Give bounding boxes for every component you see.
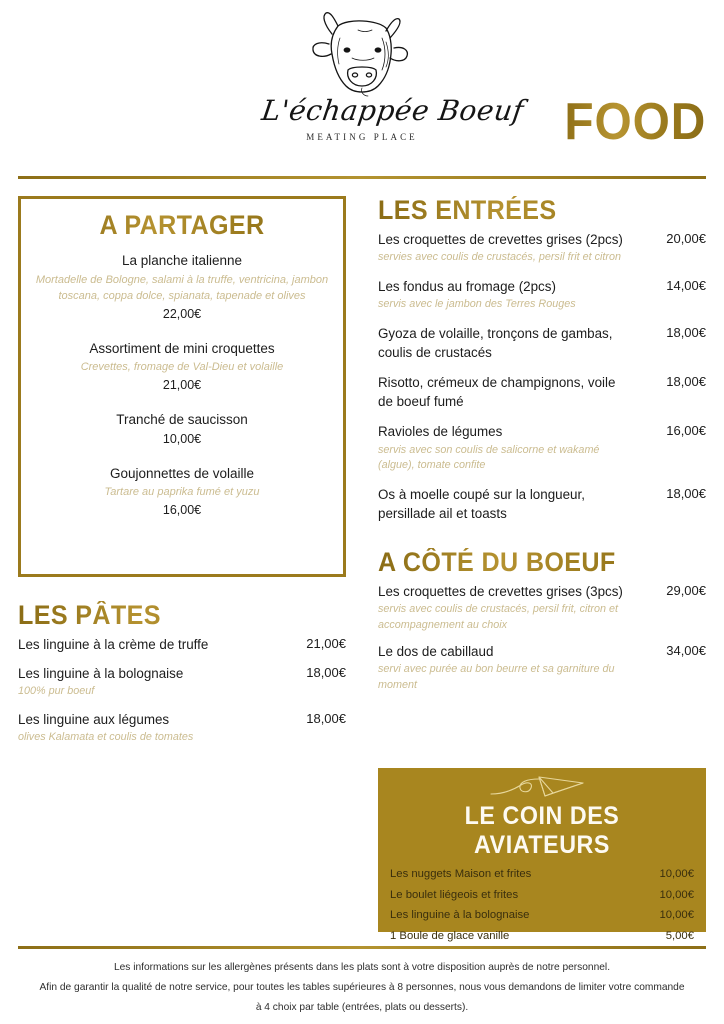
item-description: servi avec purée au bon beurre et sa garniture du moment bbox=[378, 662, 615, 691]
cow-head-icon bbox=[302, 8, 422, 100]
item-name: Le dos de cabillaud bbox=[378, 643, 494, 659]
item-name: Risotto, crémeux de champignons, voile de boeuf fumé bbox=[378, 375, 616, 410]
item-description: servies avec coulis de crustacés, persil frit et citron bbox=[378, 251, 622, 264]
item-name: Os à moelle coupé sur la longueur, persillade ail et toasts bbox=[378, 487, 585, 522]
item-name: Les linguine à la crème de truffe bbox=[18, 637, 209, 653]
header-divider bbox=[18, 176, 706, 179]
item-name: Les linguine à la bolognaise bbox=[390, 909, 530, 921]
item-price: 29,00€ bbox=[666, 582, 706, 598]
item-price: 18,00€ bbox=[666, 325, 706, 341]
restaurant-logo bbox=[259, 8, 526, 168]
section-a-partager bbox=[18, 196, 346, 577]
item-name: Assortiment de mini croquettes bbox=[89, 340, 275, 356]
item-description: Tartare au paprika fumé et yuzu bbox=[104, 486, 260, 499]
item-price: 5,00€ bbox=[665, 929, 694, 942]
item-description: servis avec coulis de crustacés, persil frit, citron et accompagnement au choix bbox=[378, 602, 619, 631]
item-description: servis avec son coulis de salicorne et wakamé (algue), tomate confite bbox=[378, 443, 600, 472]
item-price: 10,00€ bbox=[162, 431, 202, 446]
section-a-cote-du-boeuf bbox=[378, 548, 706, 694]
item-name: Ravioles de légumes bbox=[378, 424, 503, 440]
item-price: 18,00€ bbox=[306, 665, 346, 681]
menu-item bbox=[390, 889, 694, 901]
menu-item bbox=[35, 339, 329, 392]
section-title-les-entrees: LES ENTRÉES bbox=[378, 196, 683, 224]
item-name: La planche italienne bbox=[121, 253, 243, 269]
left-column bbox=[18, 196, 346, 756]
section-les-pates bbox=[18, 601, 346, 746]
item-description: 100% pur boeuf bbox=[18, 685, 95, 698]
item-description: olives Kalamata et coulis de tomates bbox=[18, 731, 194, 744]
menu-item bbox=[378, 582, 706, 634]
item-name: Les croquettes de crevettes grises (3pcs) bbox=[378, 583, 623, 599]
menu-item bbox=[378, 485, 706, 523]
item-price: 10,00€ bbox=[659, 868, 694, 880]
item-price: 14,00€ bbox=[666, 278, 706, 294]
menu-item bbox=[378, 642, 706, 694]
menu-item bbox=[390, 909, 694, 921]
footer-notes bbox=[18, 958, 706, 1018]
item-price: 16,00€ bbox=[666, 423, 706, 439]
item-price: 18,00€ bbox=[666, 486, 706, 502]
menu-item bbox=[378, 422, 706, 474]
item-name: Le boulet liégeois et frites bbox=[390, 888, 519, 901]
item-price: 18,00€ bbox=[306, 711, 346, 727]
menu-item bbox=[378, 373, 706, 411]
footer-divider bbox=[18, 946, 706, 949]
section-title-les-pates: LES PÂTES bbox=[18, 601, 323, 629]
item-name: Goujonnettes de volaille bbox=[109, 465, 255, 481]
item-price: 21,00€ bbox=[162, 377, 202, 392]
page-title: FOOD bbox=[564, 93, 706, 151]
item-price: 21,00€ bbox=[306, 636, 346, 652]
item-price: 16,00€ bbox=[162, 502, 202, 517]
menu-item bbox=[18, 635, 346, 654]
menu-item bbox=[35, 410, 329, 446]
menu-item bbox=[378, 324, 706, 362]
footer-line-large-tables: Afin de garantir la qualité de notre service, pour toutes les tables supérieures à 8 personnes, nous vous demandons de limiter votre commande bbox=[39, 981, 685, 993]
footer-line-allergens: Les informations sur les allergènes présents dans les plats sont à votre disposition auprès de notre personnel. bbox=[113, 962, 611, 973]
item-name: Les nuggets Maison et frites bbox=[390, 868, 532, 880]
paper-plane-icon bbox=[487, 774, 597, 802]
section-title-le-coin-des-aviateurs: LE COIN DES AVIATEURS bbox=[464, 802, 620, 859]
section-title-a-partager: A PARTAGER bbox=[45, 211, 318, 239]
footer-line-choice-limit: à 4 choix par table (entrées, plats ou desserts). bbox=[255, 1001, 469, 1013]
item-name: Les linguine à la bolognaise bbox=[18, 666, 184, 682]
item-price: 34,00€ bbox=[666, 642, 706, 658]
menu-item bbox=[18, 664, 346, 700]
menu-item bbox=[18, 710, 346, 746]
logo-tagline: MEATING PLACE bbox=[306, 132, 418, 142]
item-description: servis avec le jambon des Terres Rouges bbox=[378, 298, 576, 311]
item-name: Gyoza de volaille, tronçons de gambas, coulis de crustacés bbox=[378, 326, 613, 361]
section-le-coin-des-aviateurs bbox=[378, 768, 706, 942]
logo-wordmark: L'échappée Boeuf bbox=[259, 94, 526, 127]
section-les-entrees bbox=[378, 196, 706, 524]
menu-item bbox=[35, 464, 329, 517]
item-price: 18,00€ bbox=[666, 374, 706, 390]
menu-item bbox=[390, 930, 694, 942]
menu-item bbox=[390, 868, 694, 880]
section-title-a-cote-du-boeuf: A CÔTÉ DU BOEUF bbox=[378, 548, 683, 576]
item-description: Crevettes, fromage de Val-Dieu et volaille bbox=[80, 361, 284, 374]
item-name: Tranché de saucisson bbox=[116, 411, 248, 427]
item-price: 22,00€ bbox=[162, 306, 202, 321]
item-description: Mortadelle de Bologne, salami à la truffe, ventricina, jambon toscana, coppa dolce, spianata, tapenade et olives bbox=[35, 273, 329, 303]
item-name: 1 Boule de glace vanille bbox=[390, 929, 510, 942]
menu-item bbox=[378, 277, 706, 313]
item-price: 10,00€ bbox=[659, 909, 694, 921]
item-price: 10,00€ bbox=[659, 888, 694, 901]
right-column bbox=[378, 196, 706, 702]
item-name: Les linguine aux légumes bbox=[18, 712, 170, 728]
menu-item bbox=[378, 230, 706, 266]
item-price: 20,00€ bbox=[666, 231, 706, 247]
item-name: Les fondus au fromage (2pcs) bbox=[378, 279, 556, 295]
page-header bbox=[0, 0, 724, 178]
menu-item bbox=[35, 251, 329, 321]
item-name: Les croquettes de crevettes grises (2pcs) bbox=[378, 232, 623, 248]
paper-plane-wrap bbox=[390, 774, 694, 804]
